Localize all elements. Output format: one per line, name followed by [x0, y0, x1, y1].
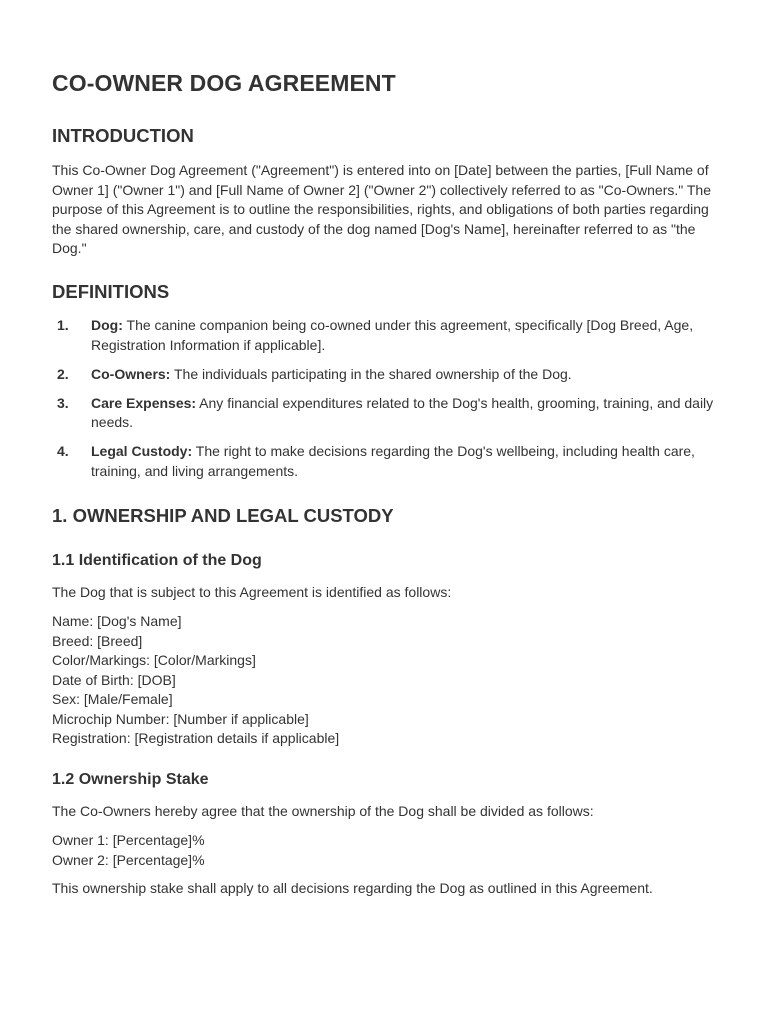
dog-name-line: Name: [Dog's Name] — [52, 613, 182, 629]
definition-text: Any financial expenditures related to the Dog's health, grooming, training, and daily needs. — [91, 394, 714, 430]
definitions-list — [52, 316, 722, 491]
definition-number: 2. — [57, 365, 69, 382]
owner-1-stake-line: Owner 1: [Percentage]% — [52, 832, 205, 848]
dog-identification-list — [52, 612, 339, 749]
section-1-2-heading: 1.2 Ownership Stake — [52, 771, 209, 788]
definitions-heading: DEFINITIONS — [52, 281, 170, 302]
definition-term: Co-Owners: — [91, 365, 171, 382]
definition-term: Care Expenses: — [91, 394, 197, 411]
definition-text: The canine companion being co-owned under this agreement, specifically [Dog Breed, Age, Registration Information if applicable]. — [91, 317, 694, 353]
dog-breed-line: Breed: [Breed] — [52, 632, 143, 649]
definition-number: 1. — [57, 317, 69, 333]
document-title: CO-OWNER DOG AGREEMENT — [52, 70, 396, 96]
dog-color-line: Color/Markings: [Color/Markings] — [52, 652, 256, 668]
dog-registration-line: Registration: [Registration details if applicable] — [52, 730, 340, 746]
section-1-heading: 1. OWNERSHIP AND LEGAL CUSTODY — [52, 505, 394, 526]
introduction-paragraph: This Co-Owner Dog Agreement ("Agreement") is entered into on [Date] between the parties, [Full Name of Owner 1] ("Owner 1") and [Full Name of Owner 2] ("Owner 2") collectively referred to as "Co-Owners." The purpose of this Agreement is to outline the responsibilities, rights, and obligations of both parties regarding the shared ownership, care, and custody of the dog named [Dog's Name], hereinafter referred to as "the Dog." — [52, 162, 712, 256]
owner-2-stake-line: Owner 2: [Percentage]% — [52, 851, 205, 868]
definition-number: 4. — [57, 443, 69, 459]
definition-item-dog — [52, 316, 722, 355]
definition-term: Dog: — [91, 317, 123, 333]
section-1-2-intro: The Co-Owners hereby agree that the ownership of the Dog shall be divided as follows: — [52, 803, 594, 819]
dog-microchip-line: Microchip Number: [Number if applicable] — [52, 710, 309, 727]
section-1-1-heading: 1.1 Identification of the Dog — [52, 552, 262, 569]
definition-item-legal-custody — [52, 442, 722, 481]
ownership-stake-list — [52, 831, 205, 870]
section-1-2-closing: This ownership stake shall apply to all decisions regarding the Dog as outlined in this Agreement. — [52, 880, 653, 896]
introduction-heading: INTRODUCTION — [52, 125, 194, 146]
definition-text: The right to make decisions regarding the Dog's wellbeing, including health care, training, and living arrangements. — [91, 443, 695, 479]
section-1-1-intro: The Dog that is subject to this Agreement is identified as follows: — [52, 584, 452, 600]
definition-item-care-expenses — [52, 394, 722, 433]
definition-number: 3. — [57, 394, 69, 411]
definition-term: Legal Custody: — [91, 443, 193, 459]
dog-dob-line: Date of Birth: [DOB] — [52, 671, 176, 688]
definition-text: The individuals participating in the shared ownership of the Dog. — [170, 365, 572, 382]
definition-item-co-owners — [52, 365, 722, 385]
dog-sex-line: Sex: [Male/Female] — [52, 691, 173, 707]
